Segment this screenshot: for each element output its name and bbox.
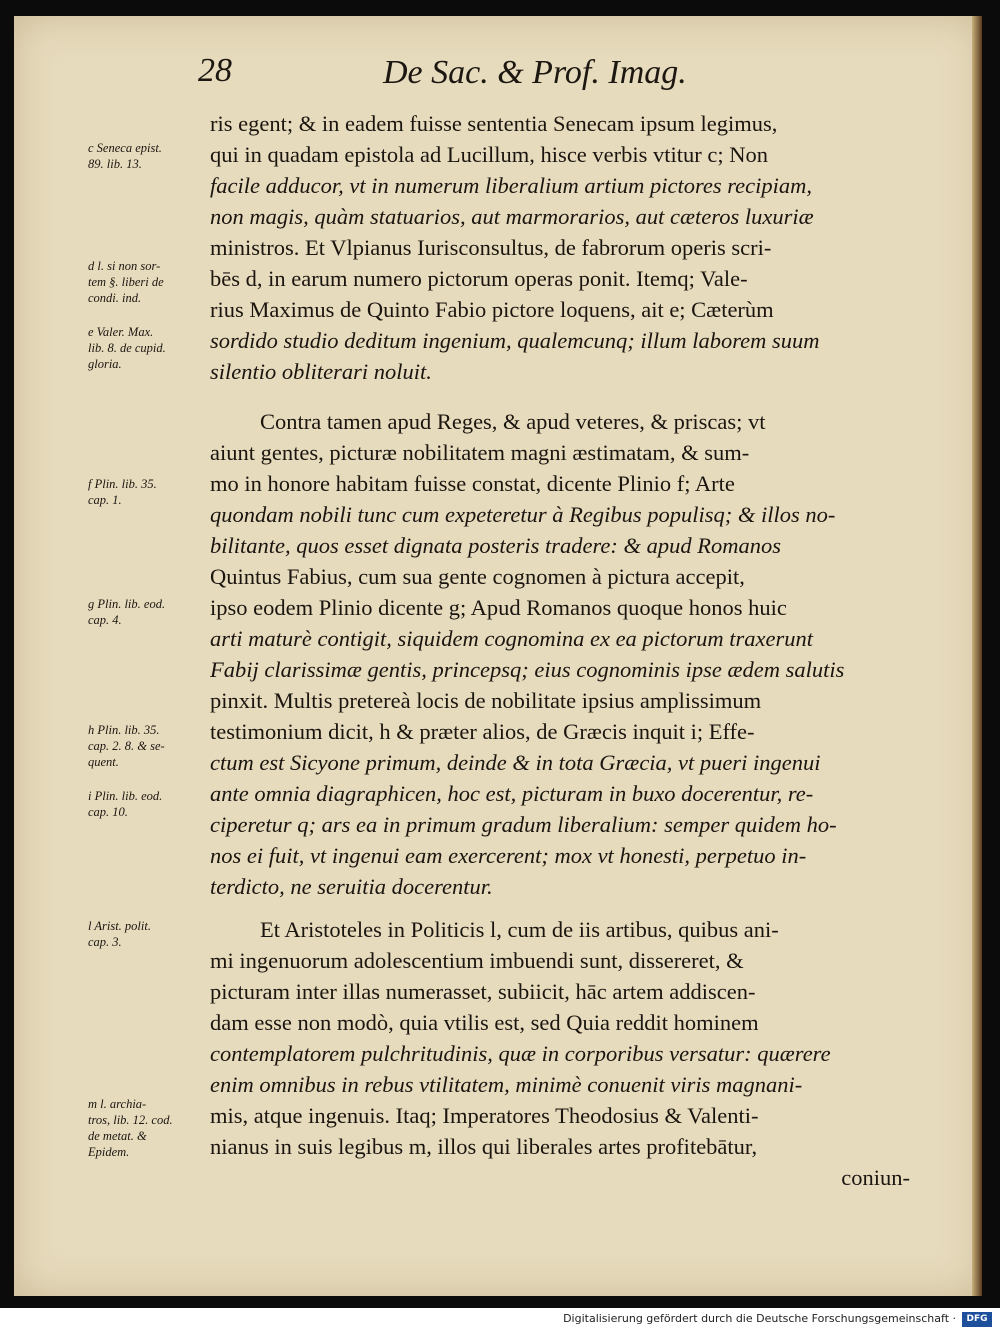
text-line: facile adducor, vt in numerum liberalium artium pictores recipiam, [210,173,813,198]
text-line: sordido studio deditum ingenium, qualemcunq; illum laborem suum [210,328,820,353]
margin-note-line: l Arist. polit. [88,919,151,933]
text-line: testimonium dicit, h & præter alios, de Græcis inquit i; Effe- [210,719,755,744]
text-line: mi ingenuorum adolescentium imbuendi sunt, dissereret, & [210,948,744,973]
margin-note-e [88,324,208,372]
margin-note-c [88,140,208,172]
text-line: enim omnibus in rebus vtilitatem, minimè conuenit viris magnani- [210,1072,803,1097]
margin-note-line: lib. 8. de cupid. [88,341,166,355]
margin-note-line: quent. [88,755,119,769]
margin-note-line: cap. 4. [88,613,122,627]
page-edge [972,16,982,1296]
page-header [198,52,898,96]
margin-note-line: tem §. liberi de [88,275,164,289]
text-line: nianus in suis legibus m, illos qui liberales artes profitebātur, [210,1134,758,1159]
margin-note-line: e Valer. Max. [88,325,154,339]
text-line: ciperetur q; ars ea in primum gradum liberalium: semper quidem ho- [210,812,837,837]
text-line: aiunt gentes, picturæ nobilitatem magni æstimatam, & sum- [210,440,750,465]
margin-note-line: gloria. [88,357,122,371]
text-line: ante omnia diagraphicen, hoc est, picturam in buxo docerentur, re- [210,781,814,806]
margin-note-line: g Plin. lib. eod. [88,597,166,611]
margin-note-g [88,596,208,628]
text-line: arti maturè contigit, siquidem cognomina ex ea pictorum traxerunt [210,626,814,651]
margin-note-line: condi. ind. [88,291,142,305]
page-number: 28 [198,52,232,89]
text-line: qui in quadam epistola ad Lucillum, hisce verbis vtitur c; Non [210,142,769,167]
text-line: Contra tamen apud Reges, & apud veteres, & priscas; vt [260,409,766,434]
margin-note-line: 89. lib. 13. [88,157,142,171]
margin-note-line: i Plin. lib. eod. [88,789,163,803]
margin-note-line: d l. si non sor- [88,259,161,273]
text-line: ctum est Sicyone primum, deinde & in tota Græcia, vt pueri ingenui [210,750,821,775]
margin-note-d [88,258,208,306]
text-line: picturam inter illas numerasset, subiicit, hāc artem addiscen- [210,979,756,1004]
text-line: quondam nobili tunc cum expeteretur à Regibus populisq; & illos no- [210,502,836,527]
footer-bar [0,1308,1000,1332]
paragraph-1 [210,108,910,387]
margin-note-line: tros, lib. 12. cod. [88,1113,173,1127]
dfg-logo: DFG [962,1312,992,1327]
text-line: Fabij clarissimæ gentis, princepsq; eius cognominis ipse ædem salutis [210,657,845,682]
margin-note-line: cap. 10. [88,805,128,819]
text-line: Et Aristoteles in Politicis l, cum de iis artibus, quibus ani- [260,917,779,942]
margin-note-line: cap. 1. [88,493,122,507]
margin-note-i [88,788,208,820]
text-line: silentio obliterari noluit. [210,359,432,384]
margin-note-line: de metat. & [88,1129,147,1143]
text-line: rius Maximus de Quinto Fabio pictore loquens, ait e; Cæterùm [210,297,774,322]
text-line: dam esse non modò, quia vtilis est, sed Quia reddit hominem [210,1010,759,1035]
paragraph-2 [210,406,910,902]
margin-note-line: Epidem. [88,1145,130,1159]
text-line: mo in honore habitam fuisse constat, dicente Plinio f; Arte [210,471,735,496]
paragraph-3 [210,914,910,1193]
text-line: Quintus Fabius, cum sua gente cognomen à pictura accepit, [210,564,745,589]
margin-note-line: cap. 2. 8. & se- [88,739,165,753]
text-line: terdicto, ne seruitia docerentur. [210,874,493,899]
running-head: De Sac. & Prof. Imag. [383,54,687,91]
margin-note-m [88,1096,208,1160]
catchword: coniun- [841,1165,910,1190]
margin-note-line: m l. archia- [88,1097,147,1111]
text-line: bēs d, in earum numero pictorum operas ponit. Itemq; Vale- [210,266,748,291]
margin-note-h [88,722,208,770]
margin-note-l [88,918,208,950]
text-line: pinxit. Multis pretereà locis de nobilitate ipsius amplissimum [210,688,762,713]
margin-note-f [88,476,208,508]
margin-note-line: h Plin. lib. 35. [88,723,160,737]
margin-note-line: f Plin. lib. 35. [88,477,157,491]
text-line: bilitante, quos esset dignata posteris tradere: & apud Romanos [210,533,782,558]
text-line: nos ei fuit, vt ingenui eam exercerent; mox vt honesti, perpetuo in- [210,843,807,868]
text-line: ipso eodem Plinio dicente g; Apud Romanos quoque honos huic [210,595,787,620]
text-line: ris egent; & in eadem fuisse sententia Senecam ipsum legimus, [210,111,778,136]
margin-note-line: cap. 3. [88,935,122,949]
text-line: non magis, quàm statuarios, aut marmorarios, aut cæteros luxuriæ [210,204,814,229]
text-line: contemplatorem pulchritudinis, quæ in corporibus versatur: quærere [210,1041,831,1066]
text-line: mis, atque ingenuis. Itaq; Imperatores Theodosius & Valenti- [210,1103,759,1128]
text-line: ministros. Et Vlpianus Iurisconsultus, de fabrorum operis scri- [210,235,772,260]
margin-note-line: c Seneca epist. [88,141,162,155]
footer-text: Digitalisierung gefördert durch die Deutsche Forschungsgemeinschaft · [563,1312,956,1325]
